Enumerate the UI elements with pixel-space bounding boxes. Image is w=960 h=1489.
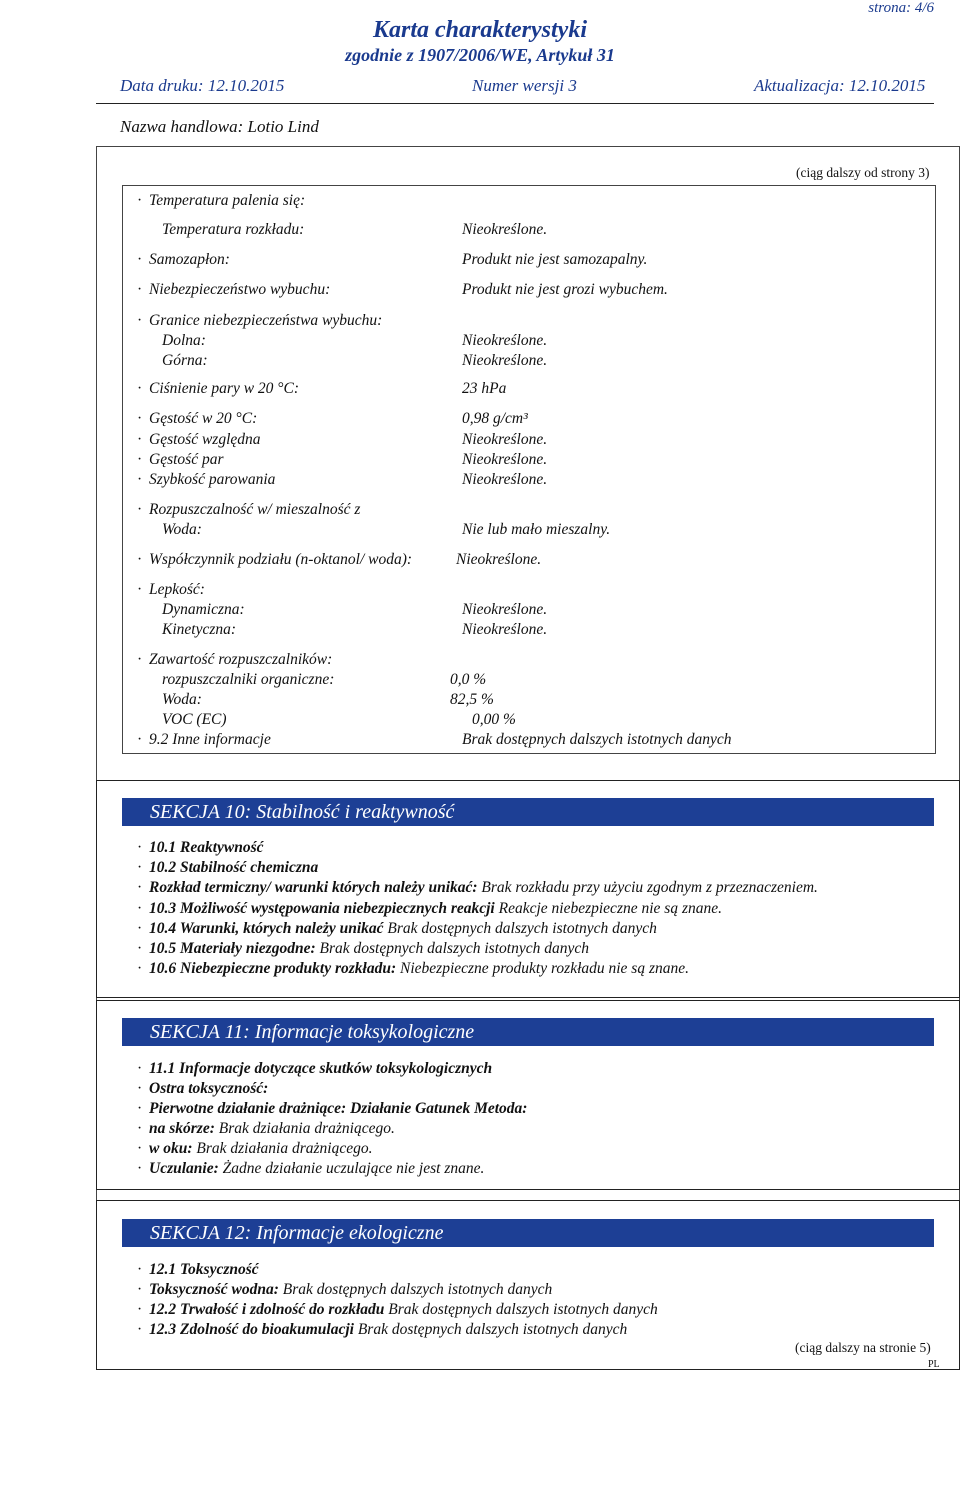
section11-line xyxy=(137,1119,395,1139)
line-key: Rozkład termiczny/ warunki których należy unikać: xyxy=(149,879,478,896)
line-key: 10.2 Stabilność chemiczna xyxy=(149,859,319,876)
line-key: 10.1 Reaktywność xyxy=(149,839,264,856)
line-key: 10.5 Materiały niezgodne: xyxy=(149,940,316,957)
section11-line xyxy=(137,1059,493,1079)
bullet-dot: · xyxy=(137,960,143,977)
section10-line xyxy=(137,919,657,939)
property-label: · Rozpuszczalność w/ mieszalność z xyxy=(149,500,360,520)
bullet-dot: · xyxy=(137,1301,143,1318)
section10-line xyxy=(137,959,690,979)
line-text: Brak dostępnych dalszych istotnych danych xyxy=(282,1281,553,1298)
property-value: Produkt nie jest grozi wybuchem. xyxy=(462,281,668,298)
property-value: Nieokreślone. xyxy=(462,621,548,638)
property-value: 23 hPa xyxy=(462,380,507,397)
property-value: Brak dostępnych dalszych istotnych danych xyxy=(462,731,732,748)
property-label: · Zawartość rozpuszczalników: xyxy=(149,650,332,670)
line-text: Brak dostępnych dalszych istotnych danych xyxy=(387,920,657,937)
property-label: · Niebezpieczeństwo wybuchu: xyxy=(149,280,330,300)
property-label: Dynamiczna: xyxy=(162,601,245,618)
line-key: Ostra toksyczność: xyxy=(149,1080,269,1097)
section10-line xyxy=(137,858,319,878)
property-value: Nieokreślone. xyxy=(462,451,548,468)
property-value: Nieokreślone. xyxy=(462,471,548,488)
update-date: Aktualizacja: 12.10.2015 xyxy=(754,76,926,95)
bullet-dot: · xyxy=(137,879,143,896)
property-value: Produkt nie jest samozapalny. xyxy=(462,251,648,268)
section11-line xyxy=(137,1139,373,1159)
property-label: · Lepkość: xyxy=(149,580,205,600)
property-label: Górna: xyxy=(162,352,208,369)
property-label: Dolna: xyxy=(162,332,206,349)
line-text: Brak dostępnych dalszych istotnych danych xyxy=(319,940,589,957)
property-value: Nieokreślone. xyxy=(462,221,548,238)
line-key: na skórze: xyxy=(149,1120,215,1137)
property-label: · Samozapłon: xyxy=(149,250,230,270)
line-key: 11.1 Informacje dotyczące skutków toksykologicznych xyxy=(149,1060,493,1077)
bullet-dot: · xyxy=(137,859,143,876)
property-label: · Ciśnienie pary w 20 °C: xyxy=(149,379,299,399)
property-label: · Granice niebezpieczeństwa wybuchu: xyxy=(149,311,382,331)
continued-from-note: (ciąg dalszy od strony 3) xyxy=(796,165,930,180)
line-key: Pierwotne działanie drażniące: Działanie Gatunek Metoda: xyxy=(149,1100,528,1117)
property-label: Woda: xyxy=(162,691,202,708)
property-value: Nieokreślone. xyxy=(462,332,548,349)
section11-heading: SEKCJA 11: Informacje toksykologiczne xyxy=(122,1018,934,1046)
bullet-dot: · xyxy=(137,1140,143,1157)
line-key: 12.2 Trwałość i zdolność do rozkładu xyxy=(149,1301,385,1318)
line-key: 10.4 Warunki, których należy unikać xyxy=(149,920,384,937)
property-label: Kinetyczna: xyxy=(162,621,237,638)
property-label: VOC (EC) xyxy=(162,711,227,728)
bullet-dot: · xyxy=(137,1321,143,1338)
property-label: · 9.2 Inne informacje xyxy=(149,730,271,750)
line-key: 12.1 Toksyczność xyxy=(149,1261,259,1278)
bullet-dot: · xyxy=(137,1261,143,1278)
line-key: w oku: xyxy=(149,1140,193,1157)
line-key: 10.6 Niebezpieczne produkty rozkładu: xyxy=(149,960,397,977)
bullet-dot: · xyxy=(137,1060,143,1077)
line-text: Brak działania drażniącego. xyxy=(196,1140,373,1157)
section12-line xyxy=(137,1260,259,1280)
print-date: Data druku: 12.10.2015 xyxy=(120,76,285,95)
bullet-dot: · xyxy=(137,920,143,937)
line-key: Toksyczność wodna: xyxy=(149,1281,279,1298)
line-text: Brak dostępnych dalszych istotnych danych xyxy=(357,1321,628,1338)
section10-heading: SEKCJA 10: Stabilność i reaktywność xyxy=(122,798,934,826)
property-value: Nieokreślone. xyxy=(456,551,542,568)
bullet-dot: · xyxy=(137,1160,143,1177)
property-label: · Temperatura palenia się: xyxy=(149,191,305,211)
property-label: rozpuszczalniki organiczne: xyxy=(162,671,335,688)
property-label: Temperatura rozkładu: xyxy=(162,221,305,238)
property-label: · Szybkość parowania xyxy=(149,470,275,490)
line-key: 12.3 Zdolność do bioakumulacji xyxy=(149,1321,354,1338)
section12-line xyxy=(137,1280,553,1300)
language-code: PL xyxy=(928,1359,940,1370)
continued-to-note: (ciąg dalszy na stronie 5) xyxy=(795,1340,931,1355)
property-label: · Gęstość par xyxy=(149,450,223,470)
bullet-dot: · xyxy=(137,1120,143,1137)
property-value: Nieokreślone. xyxy=(462,431,548,448)
property-label: · Współczynnik podziału (n-oktanol/ woda): xyxy=(149,550,412,570)
line-text: Brak działania drażniącego. xyxy=(218,1120,395,1137)
line-text: Żadne działanie uczulające nie jest znane. xyxy=(222,1160,485,1177)
property-value: 0,0 % xyxy=(450,671,487,688)
section12-heading: SEKCJA 12: Informacje ekologiczne xyxy=(122,1219,934,1247)
line-key: 10.3 Możliwość występowania niebezpiecznych reakcji xyxy=(149,900,495,917)
line-text: Reakcje niebezpieczne nie są znane. xyxy=(498,900,722,917)
bullet-dot: · xyxy=(137,1100,143,1117)
document-subtitle: zgodnie z 1907/2006/WE, Artykuł 31 xyxy=(345,45,615,65)
property-value: 0,00 % xyxy=(472,711,516,728)
version-number: Numer wersji 3 xyxy=(472,76,577,95)
bullet-dot: · xyxy=(137,839,143,856)
trade-name: Nazwa handlowa: Lotio Lind xyxy=(120,117,319,136)
line-text: Brak rozkładu przy użyciu zgodnym z przeznaczeniem. xyxy=(481,879,818,896)
bullet-dot: · xyxy=(137,1080,143,1097)
bullet-dot: · xyxy=(137,940,143,957)
bullet-dot: · xyxy=(137,1281,143,1298)
line-text: Niebezpieczne produkty rozkładu nie są znane. xyxy=(400,960,690,977)
section11-line xyxy=(137,1159,485,1179)
property-value: Nieokreślone. xyxy=(462,601,548,618)
line-text: Brak dostępnych dalszych istotnych danych xyxy=(388,1301,658,1318)
section10-line xyxy=(137,899,722,919)
property-label: Woda: xyxy=(162,521,202,538)
section12-line xyxy=(137,1320,628,1340)
property-value: Nie lub mało mieszalny. xyxy=(462,521,611,538)
header-rule xyxy=(96,103,934,104)
document-title: Karta charakterystyki xyxy=(373,17,587,43)
section10-line xyxy=(137,878,818,898)
line-key: Uczulanie: xyxy=(149,1160,219,1177)
property-value: Nieokreślone. xyxy=(462,352,548,369)
section11-line xyxy=(137,1079,269,1099)
page-number: strona: 4/6 xyxy=(868,0,934,16)
property-label: · Gęstość w 20 °C: xyxy=(149,409,257,429)
section12-line xyxy=(137,1300,658,1320)
section10-line xyxy=(137,838,264,858)
property-label: · Gęstość względna xyxy=(149,430,261,450)
property-value: 82,5 % xyxy=(450,691,494,708)
section10-line xyxy=(137,939,589,959)
property-value: 0,98 g/cm³ xyxy=(462,410,528,427)
section11-line xyxy=(137,1099,528,1119)
bullet-dot: · xyxy=(137,900,143,917)
